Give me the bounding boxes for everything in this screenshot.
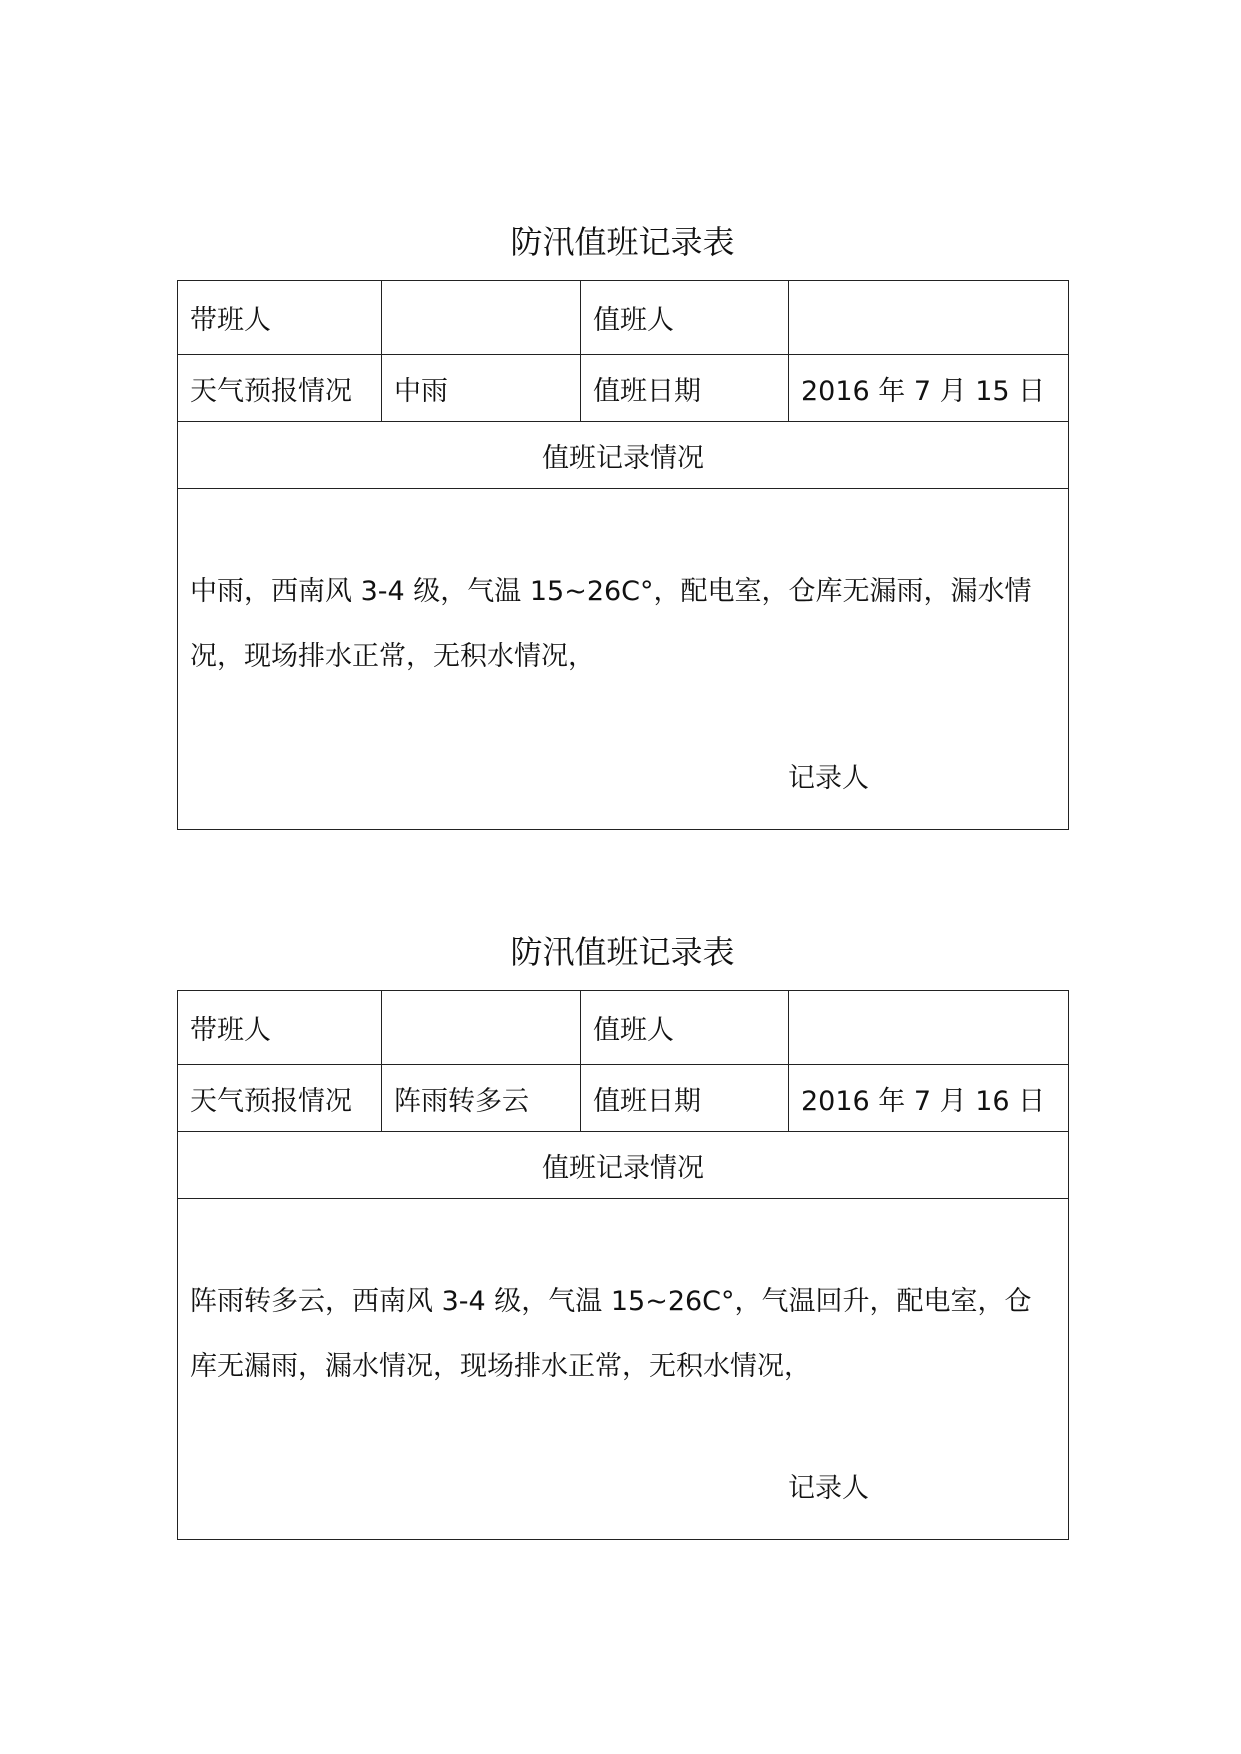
duty-person-label: 值班人 — [581, 281, 789, 355]
recorder-label: 记录人 — [788, 763, 869, 794]
table-row — [178, 1065, 1069, 1132]
record-header: 值班记录情况 — [178, 422, 1069, 489]
date-value[interactable]: 2016 年 7 月 16 日 — [789, 1065, 1069, 1132]
record-text: 阵雨转多云，西南风 3-4 级，气温 15~26C°，气温回升，配电室，仓库无漏雨，漏水情况，现场排水正常，无积水情况， — [190, 1286, 1032, 1382]
duty-person-label: 值班人 — [581, 991, 789, 1065]
weather-label: 天气预报情况 — [178, 355, 382, 422]
record-header: 值班记录情况 — [178, 1132, 1069, 1199]
leader-value[interactable] — [382, 281, 581, 355]
weather-value[interactable]: 阵雨转多云 — [382, 1065, 581, 1132]
leader-label: 带班人 — [178, 281, 382, 355]
date-label: 值班日期 — [581, 1065, 789, 1132]
leader-value[interactable] — [382, 991, 581, 1065]
form-title: 防汛值班记录表 — [510, 933, 735, 971]
table-row — [178, 991, 1069, 1065]
duty-person-value[interactable] — [789, 281, 1069, 355]
recorder-label: 记录人 — [788, 1473, 869, 1504]
leader-label: 带班人 — [178, 991, 382, 1065]
duty-record-table — [177, 280, 1069, 830]
date-value[interactable]: 2016 年 7 月 15 日 — [789, 355, 1069, 422]
record-cell[interactable] — [178, 489, 1069, 830]
duty-person-value[interactable] — [789, 991, 1069, 1065]
table-row — [178, 422, 1069, 489]
record-text: 中雨，西南风 3-4 级，气温 15~26C°，配电室，仓库无漏雨，漏水情况，现场排水正常，无积水情况， — [190, 576, 1032, 672]
duty-record-table — [177, 990, 1069, 1540]
weather-label: 天气预报情况 — [178, 1065, 382, 1132]
record-cell[interactable] — [178, 1199, 1069, 1540]
table-row — [178, 1132, 1069, 1199]
table-row — [178, 281, 1069, 355]
table-row — [178, 1199, 1069, 1540]
form-title: 防汛值班记录表 — [510, 223, 735, 261]
weather-value[interactable]: 中雨 — [382, 355, 581, 422]
table-row — [178, 489, 1069, 830]
table-row — [178, 355, 1069, 422]
date-label: 值班日期 — [581, 355, 789, 422]
